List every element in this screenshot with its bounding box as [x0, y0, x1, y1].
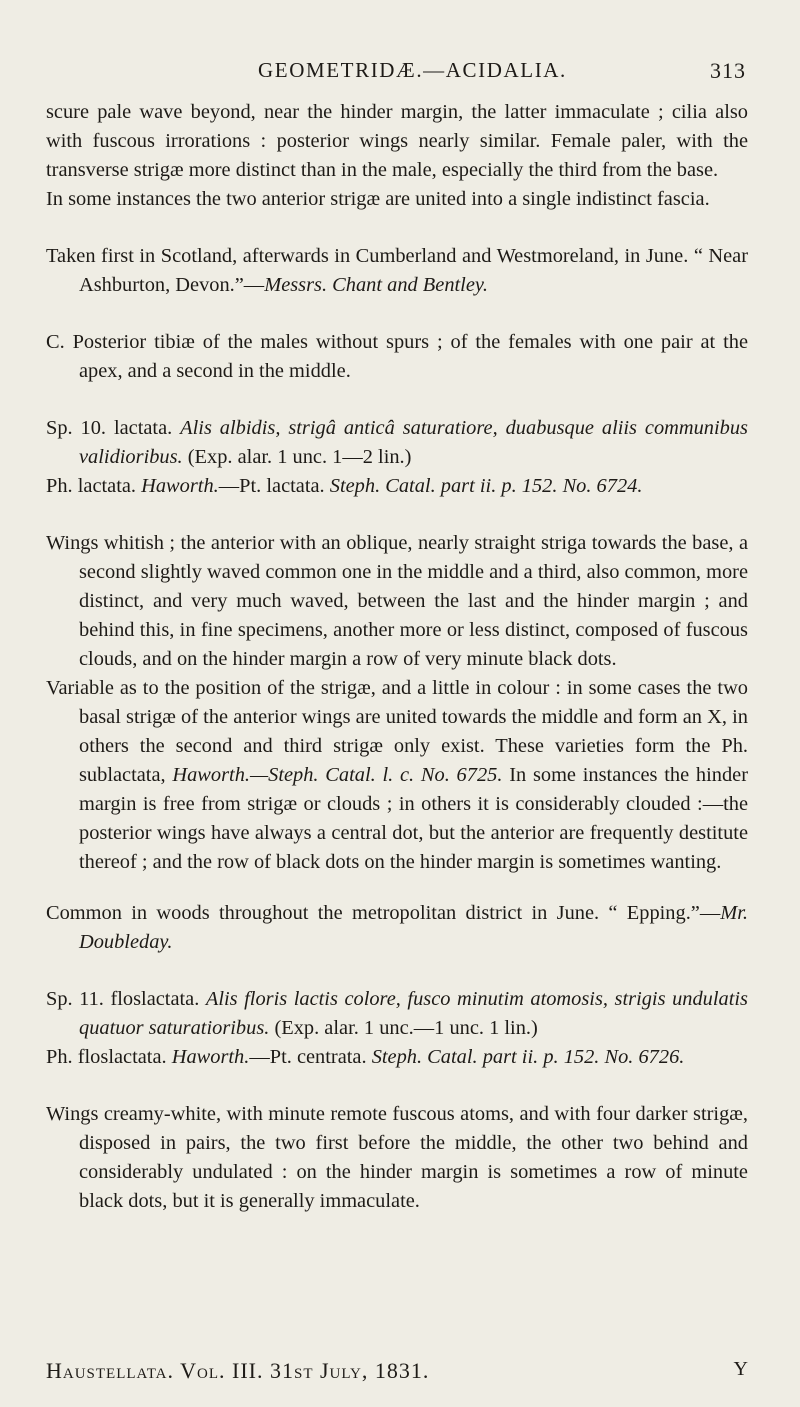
collector-credit: Mr. Doubleday. [79, 902, 748, 953]
paragraph-text: Wings creamy-white, with minute remote fuscous atoms, and with four darker strigæ, disposed in pairs, the two first before the middle, the other two behind and considerably undulated : on the hinder margin is sometimes a row of minute black dots, but it is generally immaculate. [46, 1103, 748, 1212]
paragraph-text: Variable as to the position of the strigæ, and a little in colour : in some cases the two basal strigæ of the anterior wings are united towards the middle and form an X, in others the second and third strigæ only exist. These varieties form the Ph. sublactata, [46, 677, 748, 786]
running-head [0, 58, 800, 88]
synonym-name: Ph. lactata. [46, 475, 137, 497]
latin-diagnosis: Alis albidis, strigâ anticâ saturatiore, duabusque aliis communibus validioribus. [79, 417, 748, 468]
paragraph-description [46, 1100, 748, 1216]
catalogue-reference: Steph. Catal. part ii. p. 152. No. 6726. [371, 1046, 685, 1068]
paragraph-variation [46, 674, 748, 877]
sheet-mark: Y [733, 1358, 748, 1380]
synonym-alt: —Pt. centrata. [249, 1046, 367, 1068]
signature-line: Haustellata. Vol. III. 31st July, 1831. [46, 1358, 430, 1383]
page-number: 313 [710, 58, 746, 83]
running-title: GEOMETRIDÆ.—ACIDALIA. [258, 58, 567, 82]
synonym-author: Haworth. [141, 475, 219, 497]
paragraph-text: Wings whitish ; the anterior with an oblique, nearly straight striga towards the base, a second slightly waved common one in the middle and a third, also common, more distinct, and very much waved, between the last and the hinder margin ; and behind this, in fine specimens, another more or less distinct, composed of fuscous clouds, and on the hinder margin a row of very minute black dots. [46, 532, 748, 670]
wing-expanse: (Exp. alar. 1 unc.—1 unc. 1 lin.) [274, 1017, 538, 1039]
species-11-diagnosis [46, 985, 748, 1043]
synonym-alt: —Pt. lactata. [218, 475, 325, 497]
species-10-diagnosis [46, 414, 748, 472]
species-11-synonymy [46, 1043, 748, 1072]
species-heading: Sp. 11. floslactata. [46, 988, 200, 1010]
section-text: C. Posterior tibiæ of the males without spurs ; of the females with one pair at the apex, and a second in the middle. [46, 331, 748, 382]
collector-credit: Messrs. Chant and Bentley. [264, 274, 488, 296]
synonym-author: Haworth. [171, 1046, 250, 1068]
paragraph-text: In some instances the two anterior strigæ are united into a single indistinct fascia. [46, 188, 710, 210]
body-text [46, 98, 748, 1216]
species-heading: Sp. 10. lactata. [46, 417, 173, 439]
wing-expanse: (Exp. alar. 1 unc. 1—2 lin.) [187, 446, 412, 468]
catalogue-reference: Haworth.—Steph. Catal. l. c. No. 6725. [172, 764, 503, 786]
catalogue-reference: Steph. Catal. part ii. p. 152. No. 6724. [329, 475, 643, 497]
paragraph-text: Common in woods throughout the metropolitan district in June. “ Epping.”— [46, 902, 721, 924]
paragraph-continuation [46, 98, 748, 185]
paragraph-variation-note [46, 185, 748, 214]
page-footer [46, 1358, 748, 1388]
section-c-heading [46, 328, 748, 386]
species-10-synonymy [46, 472, 748, 501]
paragraph-habitat [46, 899, 748, 957]
paragraph-text: In some instances the hinder margin is free from strigæ or clouds ; in others it is considerably clouded :—the posterior wings have always a central dot, but the anterior are frequently destitute thereof ; and the row of black dots on the hinder margin is sometimes wanting. [79, 764, 749, 873]
synonym-name: Ph. floslactata. [46, 1046, 167, 1068]
paragraph-description [46, 529, 748, 674]
paragraph-text: Taken first in Scotland, afterwards in Cumberland and Westmoreland, in June. “ Near Ashburton, Devon.”— [46, 245, 748, 296]
paragraph-text: scure pale wave beyond, near the hinder margin, the latter immaculate ; cilia also with fuscous irrorations : posterior wings nearly similar. Female paler, with the transverse strigæ more distinct than in the male, especially the third from the base. [46, 101, 748, 181]
paragraph-locality [46, 242, 748, 300]
latin-diagnosis: Alis floris lactis colore, fusco minutim atomosis, strigis undulatis quatuor saturatioribus. [79, 988, 748, 1039]
